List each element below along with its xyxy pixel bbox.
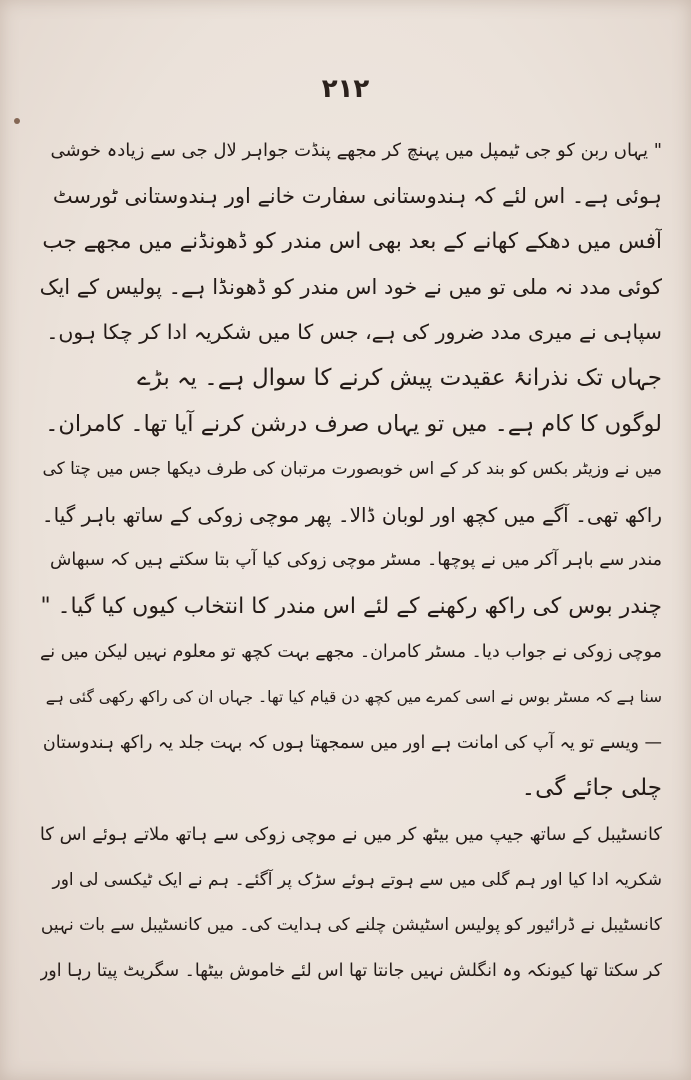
text-line-15: چلی جائے گی۔ <box>521 775 662 802</box>
page-body-text <box>40 128 662 994</box>
text-line-18: کانسٹیبل نے ڈرائیور کو پولیس اسٹیشن چلنے کی ہدایت کی۔ میں کانسٹیبل سے بات نہیں <box>40 915 662 936</box>
text-line-1: " یہاں ربن کو جی ٹیمپل میں پہنچ کر مجھے پنڈت جواہر لال جی سے زیادہ خوشی <box>50 140 662 161</box>
text-line-8: میں نے وزیٹر بکس کو بند کر کے اس خوبصورت مرتبان کی طرف دیکھا جس میں چتا کی <box>42 459 662 480</box>
text-line-14: — ویسے تو یہ آپ کی امانت ہے اور میں سمجھتا ہوں کہ بہت جلد یہ راکھ ہندوستان <box>42 732 662 753</box>
text-line-16: کانسٹیبل کے ساتھ جیپ میں بیٹھ کر میں نے موچی زوکی سے ہاتھ ملاتے ہوئے اس کا <box>40 823 662 845</box>
text-line-6: جہاں تک نذرانۂ عقیدت پیش کرنے کا سوال ہے۔ یہ بڑے <box>137 364 662 391</box>
text-line-10: مندر سے باہر آکر میں نے پوچھا۔ مسٹر موچی زوکی کیا آپ بتا سکتے ہیں کہ سبھاش <box>50 550 662 571</box>
text-line-2: ہوئی ہے۔ اس لئے کہ ہندوستانی سفارت خانے اور ہندوستانی ٹورسٹ <box>52 183 662 208</box>
page-number: ۲۱۲ <box>321 74 370 104</box>
text-line-7: لوگوں کا کام ہے۔ میں تو یہاں صرف درشن کرنے آیا تھا۔ کامران۔ <box>45 410 662 437</box>
text-line-12: موچی زوکی نے جواب دیا۔ مسٹر کامران۔ مجھے بہت کچھ تو معلوم نہیں لیکن میں نے <box>40 641 662 662</box>
text-line-17: شکریہ ادا کیا اور ہم گلی میں سے ہوتے ہوئے سڑک پر آگئے۔ ہم نے ایک ٹیکسی لی اور <box>52 869 662 890</box>
text-line-13: سنا ہے کہ مسٹر بوس نے اسی کمرے میں کچھ دن قیام کیا تھا۔ جہاں ان کی راکھ رکھی گئی ہے <box>45 688 662 707</box>
text-line-19: کر سکتا تھا کیونکہ وہ انگلش نہیں جانتا تھا اس لئے خاموش بیٹھا۔ سگریٹ پیتا رہا اور <box>40 960 662 981</box>
ink-speck <box>14 118 20 124</box>
text-line-11: چندر بوس کی راکھ رکھنے کے لئے اس مندر کا انتخاب کیوں کیا گیا۔ " <box>40 593 662 619</box>
text-line-4: کوئی مدد نہ ملی تو میں نے خود اس مندر کو ڈھونڈا ہے۔ پولیس کے ایک <box>40 274 662 299</box>
text-line-3: آفس میں دھکے کھانے کے بعد بھی اس مندر کو ڈھونڈنے میں مجھے جب <box>42 229 662 255</box>
text-line-5: سپاہی نے میری مدد ضرور کی ہے، جس کا میں شکریہ ادا کر چکا ہوں۔ <box>46 320 662 345</box>
text-line-9: راکھ تھی۔ آگے میں کچھ اور لوبان ڈالا۔ پھر موچی زوکی کے ساتھ باہر گیا۔ <box>41 502 662 527</box>
